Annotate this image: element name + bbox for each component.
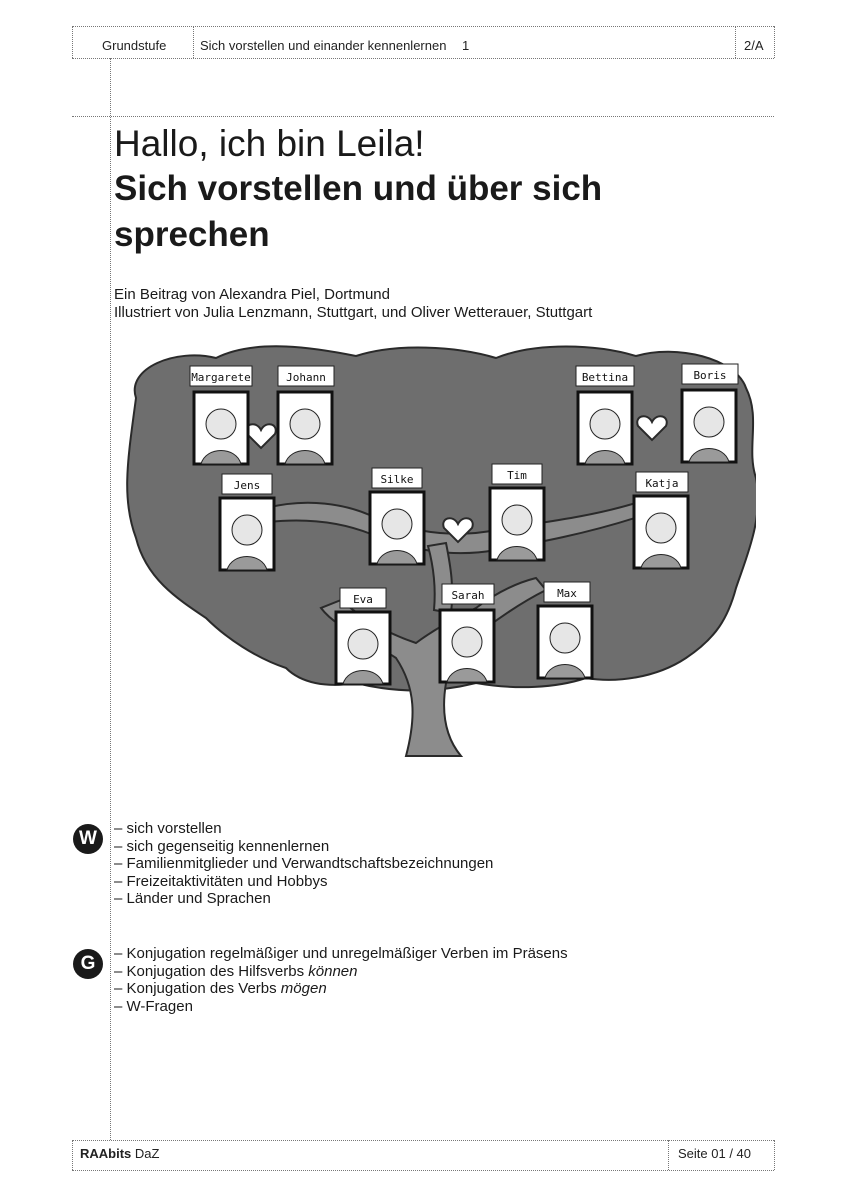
topics-badge: W <box>73 824 103 854</box>
byline-author: Ein Beitrag von Alexandra Piel, Dortmund <box>114 286 390 303</box>
list-item: – Konjugation regelmäßiger und unregelmäßiger Verben im Präsens <box>114 945 568 963</box>
name-label-tim: Tim <box>507 469 527 482</box>
list-item: – Konjugation des Hilfsverbs können <box>114 963 568 981</box>
name-label-johann: Johann <box>286 371 326 384</box>
name-label-eva: Eva <box>353 593 373 606</box>
list-item: – sich vorstellen <box>114 820 493 838</box>
header-unit-number: 1 <box>462 38 470 53</box>
list-item: – sich gegenseitig kennenlernen <box>114 838 493 856</box>
header-level: Grundstufe <box>102 38 167 53</box>
footer-brand: RAAbits DaZ <box>80 1146 160 1161</box>
name-label-katja: Katja <box>645 477 679 490</box>
name-label-margarete: Margarete <box>191 371 251 384</box>
family-tree-illustration <box>116 338 756 758</box>
byline <box>114 286 592 322</box>
header-divider-1 <box>193 26 194 58</box>
portrait-tim <box>490 464 544 560</box>
name-label-bettina: Bettina <box>581 371 629 384</box>
byline-illustrators: Illustriert von Julia Lenzmann, Stuttgart, und Oliver Wetterauer, Stuttgart <box>114 304 593 321</box>
list-item: – Familienmitglieder und Verwandtschaftsbezeichnungen <box>114 855 493 873</box>
name-label-sarah: Sarah <box>451 589 485 602</box>
name-label-silke: Silke <box>380 473 414 486</box>
grammar-list <box>114 945 568 1015</box>
footer-divider-right <box>774 1140 775 1170</box>
portrait-eva <box>336 588 390 684</box>
header-unit-title: Sich vorstellen und einander kennenlernen <box>200 38 447 53</box>
header-divider-left <box>72 26 73 58</box>
title-rule <box>72 116 774 117</box>
list-item: – Länder und Sprachen <box>114 890 493 908</box>
name-label-jens: Jens <box>233 479 261 492</box>
portrait-sarah <box>440 584 494 682</box>
name-label-max: Max <box>557 587 577 600</box>
portrait-boris <box>682 364 738 462</box>
portrait-silke <box>370 468 424 564</box>
header-divider-right <box>774 26 775 58</box>
name-label-boris: Boris <box>693 369 727 382</box>
footer-divider-left <box>72 1140 73 1170</box>
portrait-jens <box>220 474 274 570</box>
page-title: Hallo, ich bin Leila! <box>114 123 425 164</box>
portrait-margarete <box>190 366 252 464</box>
header-divider-2 <box>735 26 736 58</box>
footer-rule-bottom <box>72 1170 774 1171</box>
list-item: – Freizeitaktivitäten und Hobbys <box>114 873 493 891</box>
page-subtitle: Sich vorstellen und über sich sprechen <box>114 169 603 254</box>
footer-page-number: Seite 01 / 40 <box>678 1146 751 1161</box>
header-rule-top <box>72 26 774 27</box>
list-item: – Konjugation des Verbs mögen <box>114 980 568 998</box>
portrait-max <box>538 582 592 678</box>
portrait-bettina <box>576 366 634 464</box>
header-rule-bottom <box>72 58 774 59</box>
list-item: – W-Fragen <box>114 998 568 1016</box>
grammar-badge: G <box>73 949 103 979</box>
portrait-johann <box>278 366 334 464</box>
margin-line <box>110 58 111 1140</box>
portrait-katja <box>634 472 688 568</box>
topics-list <box>114 820 493 908</box>
footer-divider-mid <box>668 1140 669 1170</box>
header-code: 2/A <box>744 38 764 53</box>
